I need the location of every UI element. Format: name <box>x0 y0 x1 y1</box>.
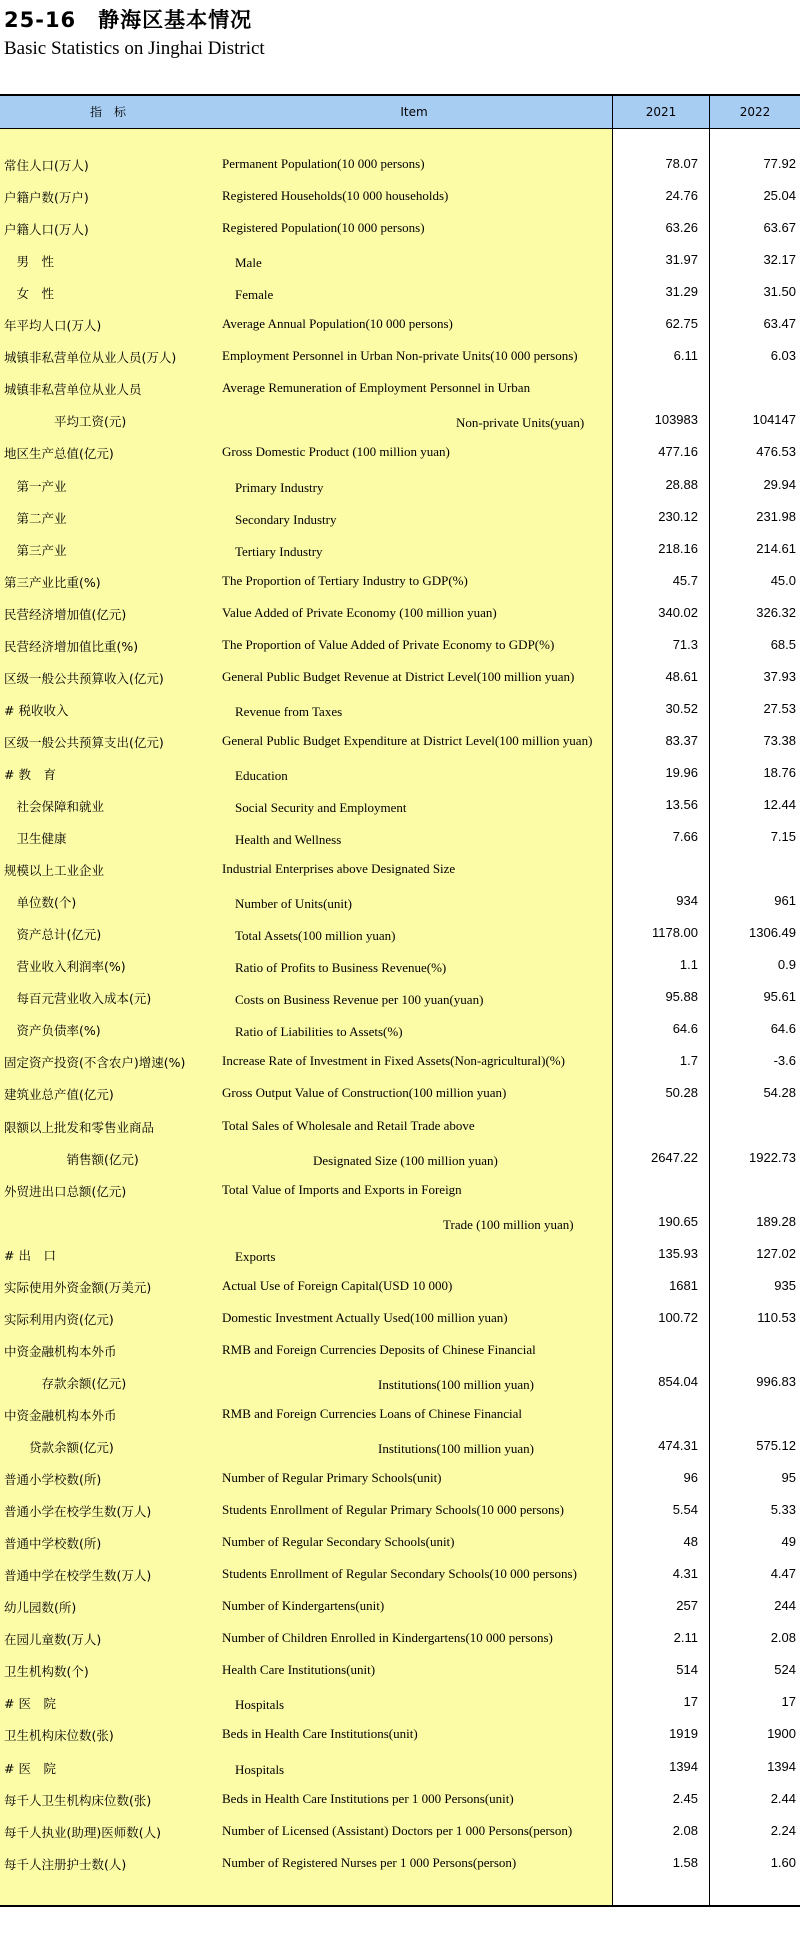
table-body <box>0 129 800 1906</box>
row-label-cn: 中资金融机构本外币 <box>4 1407 117 1423</box>
table-row <box>0 1494 800 1526</box>
value-2021: 2.45 <box>672 1790 698 1806</box>
value-2022: 575.12 <box>756 1438 796 1453</box>
row-label-en: Average Annual Population(10 000 persons) <box>222 316 453 332</box>
statistics-table <box>0 94 800 1906</box>
row-label-en: Hospitals <box>222 1697 285 1713</box>
value-2021: 13.56 <box>665 797 698 812</box>
table-row <box>0 1206 800 1238</box>
row-label-cn: 每千人卫生机构床位数(张) <box>4 1792 152 1808</box>
table-row <box>0 853 800 885</box>
row-label-cn: 外贸进出口总额(亿元) <box>4 1183 127 1199</box>
value-2021: 6.11 <box>673 348 698 364</box>
row-label-cn: 第一产业 <box>4 478 67 494</box>
value-2022: 95 <box>781 1470 796 1486</box>
value-2022: 1900 <box>767 1726 796 1742</box>
table-row <box>0 276 800 308</box>
row-label-en: RMB and Foreign Currencies Loans of Chinese Financial <box>222 1405 523 1421</box>
value-2022: 18.76 <box>763 764 796 780</box>
row-label-en: Permanent Population(10 000 persons) <box>222 156 425 171</box>
value-2021: 1.58 <box>672 1854 698 1870</box>
row-label-en: Female <box>222 287 274 303</box>
row-label-cn: 规模以上工业企业 <box>4 863 105 879</box>
row-label-en: Number of Regular Primary Schools(unit) <box>222 1470 442 1486</box>
table-row <box>0 1398 800 1430</box>
row-label-en: The Proportion of Value Added of Private Economy to GDP(%) <box>222 636 555 652</box>
page-title-cn: 25-16 静海区基本情况 <box>4 8 253 32</box>
table-row <box>0 1622 800 1654</box>
row-label-cn: # 教 育 <box>4 766 56 782</box>
table-header <box>0 94 800 129</box>
row-label-en: Industrial Enterprises above Designated Size <box>222 861 456 877</box>
value-2021: 1.1 <box>679 957 698 973</box>
value-2022: 25.04 <box>763 188 796 204</box>
row-label-cn: 普通中学在校学生数(万人) <box>4 1568 152 1584</box>
value-2021: 64.6 <box>672 1021 698 1037</box>
value-2021: 1394 <box>669 1758 698 1774</box>
value-2021: 31.29 <box>665 284 698 300</box>
table-row <box>0 1462 800 1494</box>
value-2021: 24.76 <box>665 188 698 204</box>
table-row <box>0 1686 800 1718</box>
value-2022: 2.24 <box>770 1822 796 1838</box>
value-2022: 935 <box>774 1277 796 1293</box>
value-2021: 48 <box>683 1534 698 1550</box>
table-row <box>0 212 800 244</box>
value-2022: 63.47 <box>763 316 796 332</box>
row-label-en: Gross Domestic Product (100 million yuan) <box>222 444 450 460</box>
table-row <box>0 1142 800 1174</box>
value-2022: 127.02 <box>756 1245 796 1261</box>
table-row <box>0 757 800 789</box>
value-2022: 214.61 <box>756 540 796 556</box>
value-2021: 100.72 <box>658 1309 698 1325</box>
value-2021: 1.7 <box>679 1053 698 1069</box>
row-label-en: Actual Use of Foreign Capital(USD 10 000) <box>222 1277 453 1293</box>
row-label-cn: 贷款余额(亿元) <box>4 1440 114 1455</box>
row-label-en: Number of Children Enrolled in Kindergartens(10 000 persons) <box>222 1630 553 1646</box>
row-label-en: Number of Registered Nurses per 1 000 Persons(person) <box>222 1854 517 1870</box>
value-2022: 95.61 <box>763 989 796 1005</box>
row-label-en: Tertiary Industry <box>222 543 323 559</box>
value-2021: 50.28 <box>665 1085 698 1101</box>
table-row <box>0 1045 800 1077</box>
value-2022: 37.93 <box>763 668 796 684</box>
row-label-cn: 第三产业 <box>4 542 67 558</box>
value-2022: 0.9 <box>777 957 796 973</box>
table-row <box>0 1783 800 1815</box>
row-label-cn: 每千人执业(助理)医师数(人) <box>4 1824 162 1840</box>
table-row <box>0 1430 800 1462</box>
value-2022: 231.98 <box>756 508 796 524</box>
value-2021: 7.66 <box>672 829 698 845</box>
value-2021: 218.16 <box>658 540 698 556</box>
value-2021: 62.75 <box>665 316 698 332</box>
row-label-cn: 实际利用内资(亿元) <box>4 1311 114 1327</box>
table-row <box>0 340 800 372</box>
value-2022: 1306.49 <box>749 925 796 941</box>
value-2022: 27.53 <box>763 700 796 716</box>
table-row <box>0 949 800 981</box>
row-label-cn: 建筑业总产值(亿元) <box>4 1087 114 1103</box>
value-2021: 30.52 <box>665 700 698 716</box>
row-label-en: Primary Industry <box>222 479 324 495</box>
row-label-cn: 普通中学校数(所) <box>4 1536 102 1552</box>
table-row <box>0 1718 800 1750</box>
table-row <box>0 1654 800 1686</box>
value-2021: 78.07 <box>665 156 698 171</box>
row-label-en: Beds in Health Care Institutions per 1 000 Persons(unit) <box>222 1790 514 1806</box>
header-indicator: 指 标 <box>89 105 126 119</box>
table-row <box>0 372 800 404</box>
table-row <box>0 1751 800 1783</box>
table-row <box>0 597 800 629</box>
row-label-cn: 普通小学校数(所) <box>4 1472 102 1488</box>
value-2022: 54.28 <box>763 1085 796 1101</box>
value-2022: 68.5 <box>770 636 796 652</box>
row-label-cn: 限额以上批发和零售业商品 <box>4 1119 155 1135</box>
row-label-cn: 销售额(亿元) <box>4 1151 139 1167</box>
table-row <box>0 661 800 693</box>
table-row <box>0 725 800 757</box>
value-2022: 45.0 <box>770 572 796 588</box>
row-label-cn: 每千人注册护士数(人) <box>4 1856 127 1872</box>
table-row <box>0 885 800 917</box>
table-row <box>0 1238 800 1270</box>
value-2021: 1681 <box>669 1277 698 1293</box>
value-2021: 103983 <box>654 412 698 428</box>
table-row <box>0 821 800 853</box>
table-row <box>0 1110 800 1142</box>
value-2022: 63.67 <box>763 220 796 236</box>
row-label-en: Employment Personnel in Urban Non-private Units(10 000 persons) <box>222 348 578 364</box>
row-label-en: Designated Size (100 million yuan) <box>222 1152 498 1168</box>
row-label-en: Average Remuneration of Employment Personnel in Urban <box>222 380 531 396</box>
table-row <box>0 1013 800 1045</box>
row-label-cn: 卫生机构床位数(张) <box>4 1728 114 1744</box>
value-2021: 230.12 <box>658 508 698 524</box>
table-row <box>0 1077 800 1109</box>
value-2021: 28.88 <box>665 476 698 492</box>
row-label-cn: 城镇非私营单位从业人员 <box>4 382 142 398</box>
value-2021: 2.11 <box>673 1630 698 1646</box>
row-label-en: Registered Population(10 000 persons) <box>222 220 425 236</box>
row-label-cn: 卫生机构数(个) <box>4 1664 89 1680</box>
row-label-cn: 常住人口(万人) <box>4 158 89 173</box>
row-label-en: Institutions(100 million yuan) <box>222 1376 534 1392</box>
table-row <box>0 404 800 436</box>
value-2022: 64.6 <box>770 1021 796 1037</box>
value-2022: 2.44 <box>770 1790 796 1806</box>
value-2022: 961 <box>774 893 796 909</box>
row-label-cn: 户籍户数(万户) <box>4 190 89 206</box>
value-2021: 4.31 <box>672 1566 698 1582</box>
row-label-en: Number of Units(unit) <box>222 896 352 912</box>
value-2022: 4.47 <box>770 1566 796 1582</box>
row-label-cn: 女 性 <box>4 286 55 302</box>
table-row <box>0 981 800 1013</box>
table-row <box>0 789 800 821</box>
value-2022: 1922.73 <box>749 1149 796 1165</box>
header-item: Item <box>400 105 428 119</box>
page-title-en: Basic Statistics on Jinghai District <box>4 38 265 59</box>
table-bottom-rule <box>0 1905 800 1907</box>
value-2021: 63.26 <box>665 220 698 236</box>
value-2022: 476.53 <box>756 444 796 460</box>
row-label-cn: 区级一般公共预算收入(亿元) <box>4 670 164 686</box>
value-2021: 48.61 <box>665 668 698 684</box>
row-label-cn: 资产总计(亿元) <box>4 927 102 943</box>
value-2021: 135.93 <box>658 1245 698 1261</box>
table-row <box>0 1174 800 1206</box>
value-2022: 110.53 <box>757 1309 796 1325</box>
value-2022: 17 <box>781 1694 796 1710</box>
value-2021: 257 <box>676 1598 698 1614</box>
value-2021: 190.65 <box>658 1213 698 1229</box>
row-label-en: Number of Kindergartens(unit) <box>222 1598 385 1614</box>
row-label-cn: 男 性 <box>4 254 55 270</box>
value-2021: 2.08 <box>672 1822 698 1838</box>
value-2022: 326.32 <box>756 604 796 620</box>
row-label-cn: 户籍人口(万人) <box>4 222 89 238</box>
row-label-en: Number of Licensed (Assistant) Doctors per 1 000 Persons(person) <box>222 1822 573 1838</box>
row-label-cn: 地区生产总值(亿元) <box>4 446 114 462</box>
row-label-en: Increase Rate of Investment in Fixed Assets(Non-agricultural)(%) <box>222 1053 565 1069</box>
row-label-en: Non-private Units(yuan) <box>222 415 585 431</box>
value-2021: 1178.00 <box>651 925 698 941</box>
row-label-en: Trade (100 million yuan) <box>222 1216 574 1232</box>
table-row <box>0 1590 800 1622</box>
table-row <box>0 501 800 533</box>
value-2021: 19.96 <box>665 764 698 780</box>
row-label-en: Number of Regular Secondary Schools(unit) <box>222 1534 455 1550</box>
row-label-cn: 社会保障和就业 <box>4 799 105 814</box>
row-label-cn: 年平均人口(万人) <box>4 318 102 334</box>
row-label-en: Secondary Industry <box>222 511 337 527</box>
row-label-en: Students Enrollment of Regular Primary Schools(10 000 persons) <box>222 1502 564 1518</box>
value-2021: 854.04 <box>658 1373 698 1389</box>
table-row <box>0 1558 800 1590</box>
table-row <box>0 1334 800 1366</box>
row-label-en: Health and Wellness <box>222 832 342 848</box>
value-2022: 524 <box>774 1662 796 1678</box>
table-row <box>0 180 800 212</box>
table-row <box>0 533 800 565</box>
row-label-en: Social Security and Employment <box>222 800 407 815</box>
value-2022: 104147 <box>752 412 796 428</box>
row-label-en: Total Assets(100 million yuan) <box>222 928 396 944</box>
value-2021: 71.3 <box>672 636 698 652</box>
value-2021: 514 <box>676 1662 698 1678</box>
row-label-cn: 第二产业 <box>4 510 67 526</box>
row-label-en: Health Care Institutions(unit) <box>222 1662 376 1678</box>
value-2022: 1394 <box>767 1758 796 1774</box>
value-2021: 5.54 <box>672 1502 698 1518</box>
table-row <box>0 629 800 661</box>
row-label-en: Total Value of Imports and Exports in Foreign <box>222 1181 462 1197</box>
row-label-en: Domestic Investment Actually Used(100 million yuan) <box>222 1309 508 1325</box>
value-2021: 45.7 <box>672 572 698 588</box>
table-row <box>0 1847 800 1879</box>
value-2021: 477.16 <box>658 444 698 460</box>
row-label-cn: 实际使用外资金额(万美元) <box>4 1279 152 1295</box>
value-2021: 1919 <box>669 1726 698 1742</box>
value-2022: 32.17 <box>763 252 796 268</box>
row-label-cn: 民营经济增加值比重(%) <box>4 638 139 654</box>
value-2022: 29.94 <box>763 476 796 492</box>
table-row <box>0 1302 800 1334</box>
value-2022: 244 <box>774 1598 796 1614</box>
row-label-en: RMB and Foreign Currencies Deposits of Chinese Financial <box>222 1341 536 1357</box>
header-year-2022: 2022 <box>739 105 771 119</box>
row-label-en: General Public Budget Revenue at District Level(100 million yuan) <box>222 668 575 684</box>
value-2021: 934 <box>676 893 698 909</box>
value-2021: 96 <box>683 1470 698 1486</box>
row-label-en: Ratio of Liabilities to Assets(%) <box>222 1024 403 1040</box>
row-label-cn: # 出 口 <box>4 1247 56 1263</box>
value-2022: 6.03 <box>770 348 796 364</box>
value-2022: 996.83 <box>756 1373 796 1389</box>
value-2022: 49 <box>781 1534 796 1550</box>
row-label-en: Total Sales of Wholesale and Retail Trade above <box>222 1117 475 1133</box>
row-label-cn: # 医 院 <box>4 1696 56 1712</box>
value-2022: 77.92 <box>763 156 796 171</box>
value-2022: 189.28 <box>756 1213 796 1229</box>
row-label-en: Institutions(100 million yuan) <box>222 1441 534 1456</box>
row-label-cn: 城镇非私营单位从业人员(万人) <box>4 350 177 366</box>
table-row <box>0 1526 800 1558</box>
value-2021: 31.97 <box>665 252 698 268</box>
table-row <box>0 1270 800 1302</box>
row-label-cn: 在园儿童数(万人) <box>4 1632 102 1648</box>
value-2022: 2.08 <box>770 1630 796 1646</box>
table-row <box>0 436 800 468</box>
value-2021: 340.02 <box>658 604 698 620</box>
row-label-cn: 普通小学在校学生数(万人) <box>4 1504 152 1520</box>
value-2022: 73.38 <box>763 732 796 748</box>
value-2022: 5.33 <box>770 1502 796 1518</box>
value-2021: 2647.22 <box>651 1149 698 1165</box>
value-2021: 17 <box>683 1694 698 1710</box>
row-label-en: Gross Output Value of Construction(100 million yuan) <box>222 1085 507 1101</box>
row-label-cn: 单位数(个) <box>4 895 77 911</box>
row-label-cn: 营业收入利润率(%) <box>4 959 126 975</box>
table-row <box>0 308 800 340</box>
row-label-en: Students Enrollment of Regular Secondary Schools(10 000 persons) <box>222 1566 577 1582</box>
table-row <box>0 148 800 180</box>
row-label-cn: # 医 院 <box>4 1760 56 1776</box>
row-label-cn: 幼儿园数(所) <box>4 1600 77 1616</box>
row-label-en: Ratio of Profits to Business Revenue(%) <box>222 960 447 976</box>
row-label-cn: 第三产业比重(%) <box>4 574 101 590</box>
value-2021: 95.88 <box>665 989 698 1005</box>
table-row <box>0 1366 800 1398</box>
row-label-en: Registered Households(10 000 households) <box>222 188 449 204</box>
value-2022: 12.44 <box>763 797 796 812</box>
row-label-cn: # 税收收入 <box>4 702 69 718</box>
row-label-en: Revenue from Taxes <box>222 703 343 719</box>
table-row <box>0 917 800 949</box>
value-2022: 1.60 <box>770 1854 796 1870</box>
row-label-en: The Proportion of Tertiary Industry to GDP(%) <box>222 572 468 588</box>
value-2022: -3.6 <box>773 1053 796 1069</box>
row-label-cn: 中资金融机构本外币 <box>4 1343 117 1359</box>
row-label-en: General Public Budget Expenditure at District Level(100 million yuan) <box>222 732 593 748</box>
value-2021: 474.31 <box>658 1438 698 1453</box>
row-label-cn: 区级一般公共预算支出(亿元) <box>4 734 164 750</box>
value-2022: 31.50 <box>763 284 796 300</box>
row-label-en: Education <box>222 767 288 783</box>
row-label-cn: 平均工资(元) <box>4 414 127 430</box>
row-label-cn: 存款余额(亿元) <box>4 1375 127 1391</box>
row-label-cn: 民营经济增加值(亿元) <box>4 606 127 622</box>
table-row <box>0 1815 800 1847</box>
row-label-cn: 卫生健康 <box>4 831 67 847</box>
value-2022: 7.15 <box>770 829 796 845</box>
row-label-cn: 资产负债率(%) <box>4 1023 101 1039</box>
row-label-en: Male <box>222 255 262 271</box>
table-row <box>0 469 800 501</box>
table-row <box>0 693 800 725</box>
row-label-en: Beds in Health Care Institutions(unit) <box>222 1726 418 1742</box>
table-row <box>0 565 800 597</box>
header-year-2021: 2021 <box>645 105 677 119</box>
row-label-en: Value Added of Private Economy (100 million yuan) <box>222 604 497 620</box>
row-label-en: Hospitals <box>222 1761 285 1777</box>
row-label-cn: 固定资产投资(不含农户)增速(%) <box>4 1055 186 1071</box>
value-2021: 83.37 <box>665 732 698 748</box>
row-label-en: Costs on Business Revenue per 100 yuan(yuan) <box>222 992 484 1008</box>
row-label-en: Exports <box>222 1248 276 1264</box>
row-label-cn: 每百元营业收入成本(元) <box>4 991 152 1007</box>
table-row <box>0 244 800 276</box>
